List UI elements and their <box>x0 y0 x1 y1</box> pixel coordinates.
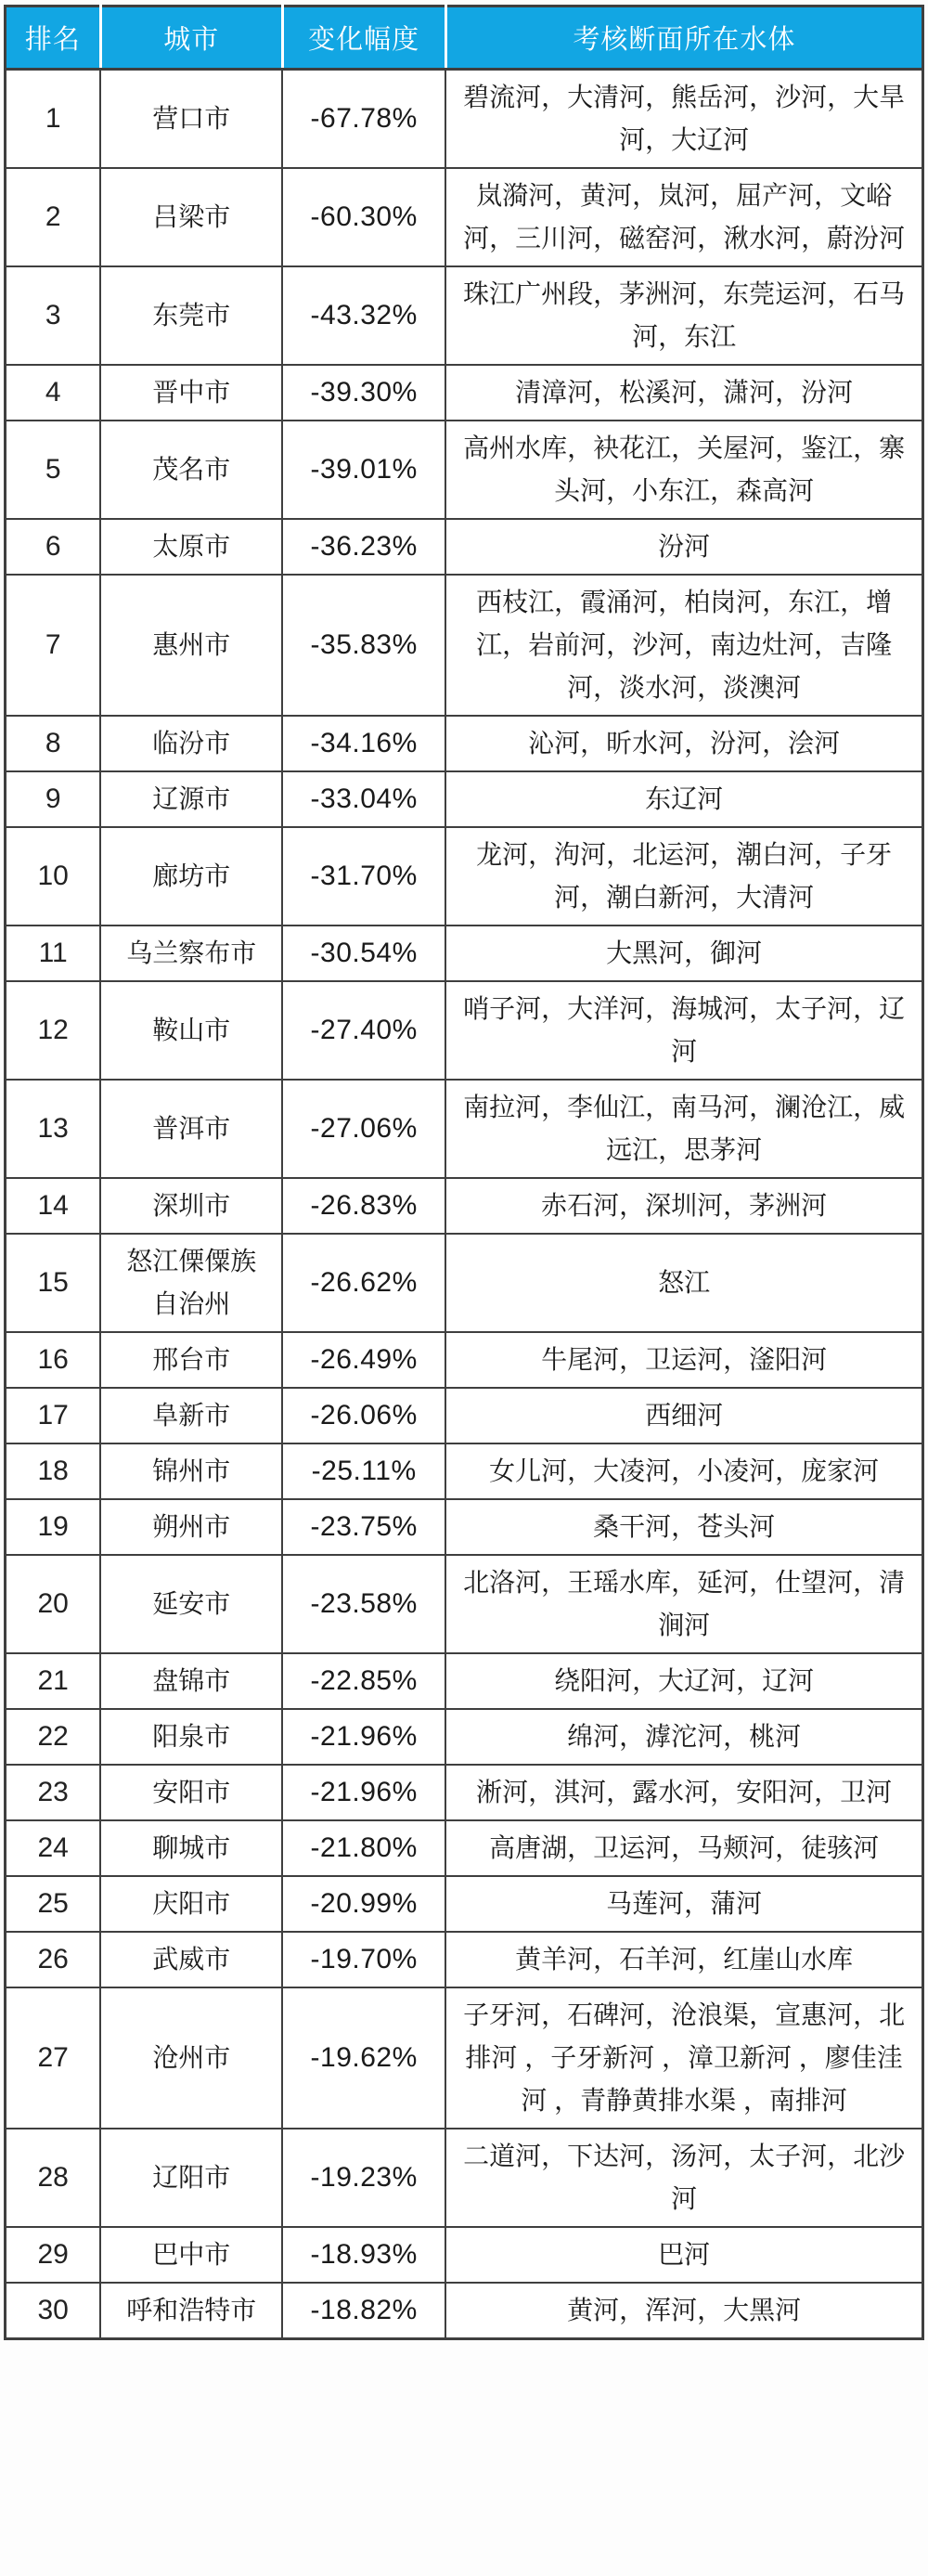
table-header <box>6 6 923 70</box>
table-row <box>6 266 923 365</box>
rank-cell: 6 <box>6 519 101 575</box>
rank-cell: 15 <box>6 1234 101 1332</box>
waters-cell: 高唐湖，卫运河，马颊河，徒骇河 <box>445 1820 922 1876</box>
change-cell: -39.30% <box>282 365 445 421</box>
change-cell: -43.32% <box>282 266 445 365</box>
city-cell: 安阳市 <box>100 1765 282 1820</box>
table-row <box>6 1820 923 1876</box>
water-quality-ranking-table <box>4 5 924 2340</box>
rank-cell: 19 <box>6 1499 101 1555</box>
city-cell: 辽源市 <box>100 771 282 827</box>
table-body <box>6 70 923 2339</box>
waters-cell: 碧流河，大清河，熊岳河，沙河，大旱河，大辽河 <box>445 70 922 169</box>
change-cell: -34.16% <box>282 716 445 771</box>
header-waters: 考核断面所在水体 <box>445 6 922 70</box>
rank-cell: 28 <box>6 2129 101 2227</box>
rank-cell: 9 <box>6 771 101 827</box>
table-row <box>6 771 923 827</box>
table-row <box>6 1765 923 1820</box>
table-row <box>6 926 923 981</box>
table-row <box>6 1987 923 2129</box>
rank-cell: 12 <box>6 981 101 1080</box>
change-cell: -19.70% <box>282 1932 445 1987</box>
waters-cell: 大黑河，御河 <box>445 926 922 981</box>
header-change: 变化幅度 <box>282 6 445 70</box>
city-cell: 茂名市 <box>100 421 282 519</box>
table-row <box>6 1653 923 1709</box>
waters-cell: 哨子河，大洋河，海城河，太子河，辽河 <box>445 981 922 1080</box>
table-row <box>6 1178 923 1234</box>
waters-cell: 赤石河，深圳河，茅洲河 <box>445 1178 922 1234</box>
city-cell: 阳泉市 <box>100 1709 282 1765</box>
table-row <box>6 365 923 421</box>
change-cell: -22.85% <box>282 1653 445 1709</box>
city-cell: 廊坊市 <box>100 827 282 926</box>
city-cell: 东莞市 <box>100 266 282 365</box>
rank-cell: 29 <box>6 2227 101 2283</box>
rank-cell: 3 <box>6 266 101 365</box>
change-cell: -30.54% <box>282 926 445 981</box>
change-cell: -33.04% <box>282 771 445 827</box>
change-cell: -21.96% <box>282 1765 445 1820</box>
table-row <box>6 70 923 169</box>
city-cell: 巴中市 <box>100 2227 282 2283</box>
change-cell: -39.01% <box>282 421 445 519</box>
waters-cell: 清漳河，松溪河，潇河，汾河 <box>445 365 922 421</box>
change-cell: -26.49% <box>282 1332 445 1388</box>
table-row <box>6 1332 923 1388</box>
change-cell: -31.70% <box>282 827 445 926</box>
waters-cell: 沁河，昕水河，汾河，浍河 <box>445 716 922 771</box>
table-row <box>6 1555 923 1653</box>
waters-cell: 东辽河 <box>445 771 922 827</box>
waters-cell: 牛尾河，卫运河，滏阳河 <box>445 1332 922 1388</box>
city-cell: 太原市 <box>100 519 282 575</box>
change-cell: -27.06% <box>282 1080 445 1178</box>
city-cell: 邢台市 <box>100 1332 282 1388</box>
table-row <box>6 2227 923 2283</box>
table-row <box>6 827 923 926</box>
city-cell: 吕梁市 <box>100 168 282 266</box>
waters-cell: 珠江广州段，茅洲河，东莞运河，石马河，东江 <box>445 266 922 365</box>
table-row <box>6 1234 923 1332</box>
table-row <box>6 168 923 266</box>
table-row <box>6 519 923 575</box>
header-row <box>6 6 923 70</box>
waters-cell: 汾河 <box>445 519 922 575</box>
waters-cell: 女儿河，大凌河，小凌河，庞家河 <box>445 1443 922 1499</box>
waters-cell: 北洛河，王瑶水库，延河，仕望河，清涧河 <box>445 1555 922 1653</box>
rank-cell: 24 <box>6 1820 101 1876</box>
city-cell: 沧州市 <box>100 1987 282 2129</box>
rank-cell: 23 <box>6 1765 101 1820</box>
rank-cell: 17 <box>6 1388 101 1443</box>
city-cell: 庆阳市 <box>100 1876 282 1932</box>
city-cell: 惠州市 <box>100 575 282 716</box>
change-cell: -60.30% <box>282 168 445 266</box>
rank-cell: 11 <box>6 926 101 981</box>
table-row <box>6 1709 923 1765</box>
change-cell: -23.58% <box>282 1555 445 1653</box>
rank-cell: 2 <box>6 168 101 266</box>
city-cell: 盘锦市 <box>100 1653 282 1709</box>
change-cell: -26.62% <box>282 1234 445 1332</box>
rank-cell: 27 <box>6 1987 101 2129</box>
rank-cell: 18 <box>6 1443 101 1499</box>
waters-cell: 绕阳河，大辽河，辽河 <box>445 1653 922 1709</box>
city-cell: 阜新市 <box>100 1388 282 1443</box>
rank-cell: 5 <box>6 421 101 519</box>
waters-cell: 淅河，淇河，露水河，安阳河，卫河 <box>445 1765 922 1820</box>
change-cell: -25.11% <box>282 1443 445 1499</box>
waters-cell: 西细河 <box>445 1388 922 1443</box>
city-cell: 聊城市 <box>100 1820 282 1876</box>
rank-cell: 1 <box>6 70 101 169</box>
waters-cell: 龙河，泃河，北运河，潮白河，子牙河，潮白新河，大清河 <box>445 827 922 926</box>
table-row <box>6 2283 923 2339</box>
table-row <box>6 1499 923 1555</box>
rank-cell: 25 <box>6 1876 101 1932</box>
waters-cell: 巴河 <box>445 2227 922 2283</box>
city-cell: 锦州市 <box>100 1443 282 1499</box>
change-cell: -26.83% <box>282 1178 445 1234</box>
waters-cell: 怒江 <box>445 1234 922 1332</box>
waters-cell: 绵河，滹沱河，桃河 <box>445 1709 922 1765</box>
change-cell: -19.23% <box>282 2129 445 2227</box>
table-row <box>6 716 923 771</box>
rank-cell: 21 <box>6 1653 101 1709</box>
change-cell: -21.96% <box>282 1709 445 1765</box>
city-cell: 临汾市 <box>100 716 282 771</box>
rank-cell: 14 <box>6 1178 101 1234</box>
city-cell: 营口市 <box>100 70 282 169</box>
change-cell: -21.80% <box>282 1820 445 1876</box>
change-cell: -36.23% <box>282 519 445 575</box>
city-cell: 深圳市 <box>100 1178 282 1234</box>
city-cell: 延安市 <box>100 1555 282 1653</box>
change-cell: -27.40% <box>282 981 445 1080</box>
waters-cell: 西枝江，霞涌河，柏岗河，东江，增江，岩前河，沙河，南边灶河，吉隆河，淡水河，淡澳河 <box>445 575 922 716</box>
waters-cell: 马莲河，蒲河 <box>445 1876 922 1932</box>
rank-cell: 8 <box>6 716 101 771</box>
waters-cell: 桑干河，苍头河 <box>445 1499 922 1555</box>
table-row <box>6 981 923 1080</box>
rank-cell: 30 <box>6 2283 101 2339</box>
waters-cell: 黄河，浑河，大黑河 <box>445 2283 922 2339</box>
change-cell: -20.99% <box>282 1876 445 1932</box>
change-cell: -18.93% <box>282 2227 445 2283</box>
waters-cell: 二道河，下达河，汤河，太子河，北沙河 <box>445 2129 922 2227</box>
rank-cell: 20 <box>6 1555 101 1653</box>
waters-cell: 岚漪河，黄河，岚河，屈产河，文峪河，三川河，磁窑河，湫水河，蔚汾河 <box>445 168 922 266</box>
change-cell: -35.83% <box>282 575 445 716</box>
change-cell: -19.62% <box>282 1987 445 2129</box>
table-row <box>6 1932 923 1987</box>
table-row <box>6 1443 923 1499</box>
change-cell: -67.78% <box>282 70 445 169</box>
city-cell: 乌兰察布市 <box>100 926 282 981</box>
change-cell: -18.82% <box>282 2283 445 2339</box>
table-row <box>6 1080 923 1178</box>
header-rank: 排名 <box>6 6 101 70</box>
table-row <box>6 575 923 716</box>
table-row <box>6 1388 923 1443</box>
table-row <box>6 2129 923 2227</box>
city-cell: 武威市 <box>100 1932 282 1987</box>
city-cell: 呼和浩特市 <box>100 2283 282 2339</box>
city-cell: 怒江傈僳族自治州 <box>100 1234 282 1332</box>
rank-cell: 7 <box>6 575 101 716</box>
city-cell: 朔州市 <box>100 1499 282 1555</box>
rank-cell: 4 <box>6 365 101 421</box>
waters-cell: 黄羊河，石羊河，红崖山水库 <box>445 1932 922 1987</box>
city-cell: 鞍山市 <box>100 981 282 1080</box>
rank-cell: 22 <box>6 1709 101 1765</box>
waters-cell: 南拉河，李仙江，南马河，澜沧江，威远江，思茅河 <box>445 1080 922 1178</box>
header-city: 城市 <box>100 6 282 70</box>
table-row <box>6 1876 923 1932</box>
rank-cell: 26 <box>6 1932 101 1987</box>
waters-cell: 高州水库，袂花江，关屋河，鉴江，寨头河，小东江，森高河 <box>445 421 922 519</box>
rank-cell: 13 <box>6 1080 101 1178</box>
table-row <box>6 421 923 519</box>
change-cell: -26.06% <box>282 1388 445 1443</box>
rank-cell: 16 <box>6 1332 101 1388</box>
city-cell: 普洱市 <box>100 1080 282 1178</box>
waters-cell: 子牙河，石碑河，沧浪渠，宣惠河，北排河 ，子牙新河 ，漳卫新河 ，廖佳洼河 ，青静黄排水渠 ，南排河 <box>445 1987 922 2129</box>
change-cell: -23.75% <box>282 1499 445 1555</box>
rank-cell: 10 <box>6 827 101 926</box>
city-cell: 晋中市 <box>100 365 282 421</box>
city-cell: 辽阳市 <box>100 2129 282 2227</box>
